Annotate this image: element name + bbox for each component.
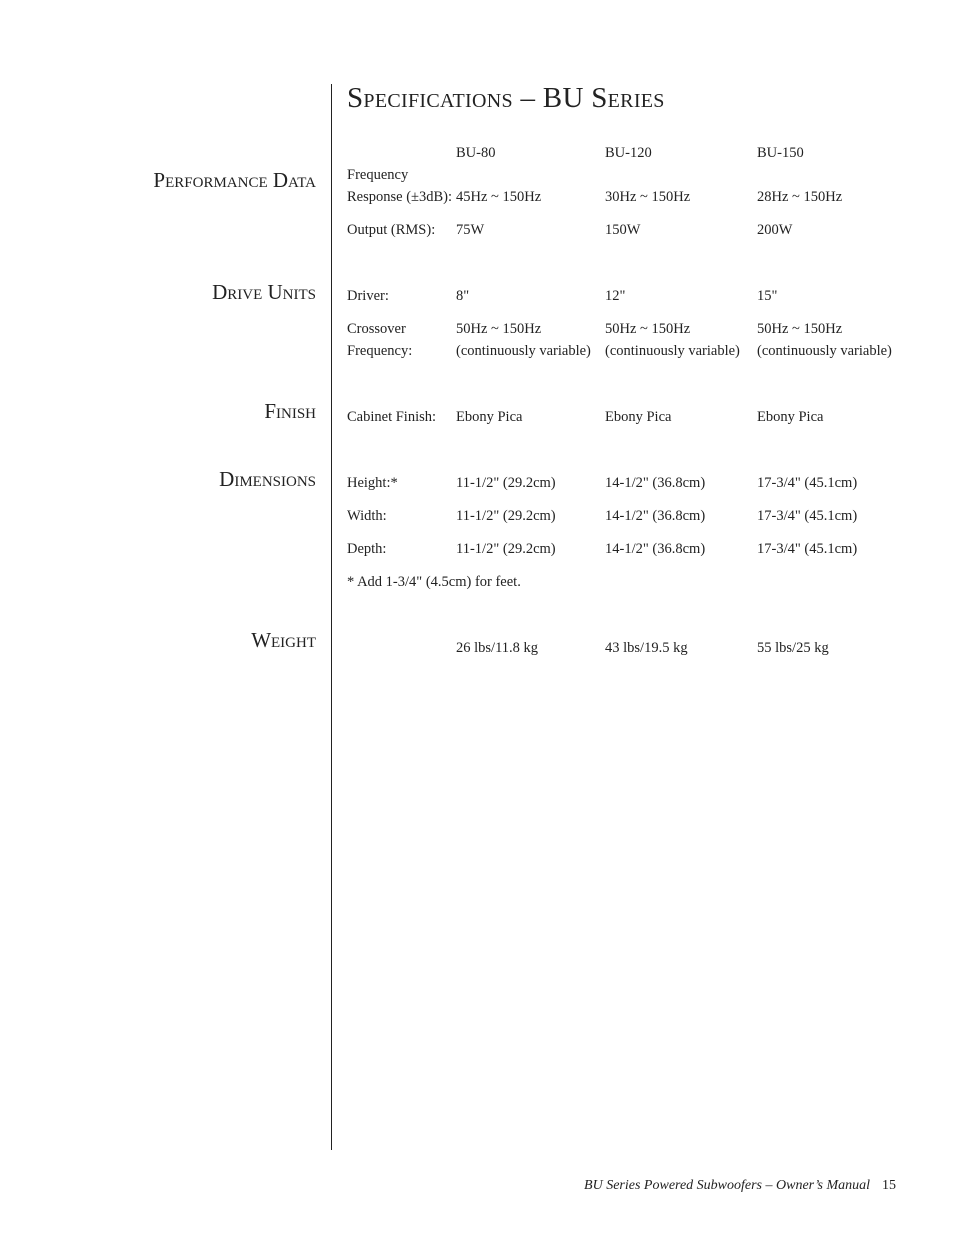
section-heading-performance: Performance Data: [153, 168, 316, 192]
row-label: Width:: [347, 508, 387, 524]
model-header-bu120: BU-120: [605, 145, 652, 161]
spec-value: 50Hz ~ 150Hz: [757, 321, 843, 337]
row-label: Driver:: [347, 288, 389, 304]
spec-value: 45Hz ~ 150Hz: [456, 189, 542, 205]
row-label: Response (±3dB):: [347, 189, 453, 205]
vertical-divider: [331, 84, 332, 1150]
section-heading-drive-units: Drive Units: [212, 280, 316, 304]
spec-value: 50Hz ~ 150Hz: [456, 321, 542, 337]
spec-value: 17-3/4" (45.1cm): [757, 475, 858, 491]
spec-value: 11-1/2" (29.2cm): [456, 508, 556, 524]
page-number: 15: [882, 1178, 896, 1193]
spec-value: 150W: [605, 222, 641, 238]
spec-value: 14-1/2" (36.8cm): [605, 508, 706, 524]
row-label: Cabinet Finish:: [347, 409, 437, 425]
footer-text: BU Series Powered Subwoofers – Owner’s Manual: [584, 1178, 870, 1193]
spec-value: 17-3/4" (45.1cm): [757, 508, 858, 524]
spec-value: 17-3/4" (45.1cm): [757, 541, 858, 557]
row-label: Frequency:: [347, 343, 413, 359]
spec-value: 26 lbs/11.8 kg: [456, 640, 539, 656]
spec-value: Ebony Pica: [757, 409, 824, 425]
spec-value: 200W: [757, 222, 793, 238]
feet-footnote: * Add 1-3/4" (4.5cm) for feet.: [347, 574, 521, 590]
page-title: Specifications – BU Series: [347, 82, 665, 114]
spec-value: Ebony Pica: [605, 409, 672, 425]
section-heading-dimensions: Dimensions: [219, 467, 316, 491]
page-footer: [584, 1178, 896, 1194]
row-label: Crossover: [347, 321, 406, 337]
model-header-bu80: BU-80: [456, 145, 496, 161]
spec-value: (continuously variable): [456, 343, 591, 359]
row-label: Height:*: [347, 475, 398, 491]
row-label: Frequency: [347, 167, 409, 183]
spec-value: 14-1/2" (36.8cm): [605, 475, 706, 491]
spec-value: (continuously variable): [605, 343, 740, 359]
spec-value: 50Hz ~ 150Hz: [605, 321, 691, 337]
section-heading-finish: Finish: [264, 399, 316, 423]
spec-value: 12": [605, 288, 626, 304]
section-heading-weight: Weight: [251, 628, 316, 652]
model-header-bu150: BU-150: [757, 145, 804, 161]
spec-value: 15": [757, 288, 778, 304]
row-label: Depth:: [347, 541, 387, 557]
spec-value: 8": [456, 288, 470, 304]
spec-value: 43 lbs/19.5 kg: [605, 640, 688, 656]
spec-value: Ebony Pica: [456, 409, 523, 425]
spec-value: 75W: [456, 222, 485, 238]
row-label: Output (RMS):: [347, 222, 436, 238]
spec-value: 28Hz ~ 150Hz: [757, 189, 843, 205]
spec-value: 11-1/2" (29.2cm): [456, 475, 556, 491]
spec-value: 30Hz ~ 150Hz: [605, 189, 691, 205]
spec-value: (continuously variable): [757, 343, 892, 359]
spec-value: 55 lbs/25 kg: [757, 640, 829, 656]
spec-value: 11-1/2" (29.2cm): [456, 541, 556, 557]
spec-value: 14-1/2" (36.8cm): [605, 541, 706, 557]
